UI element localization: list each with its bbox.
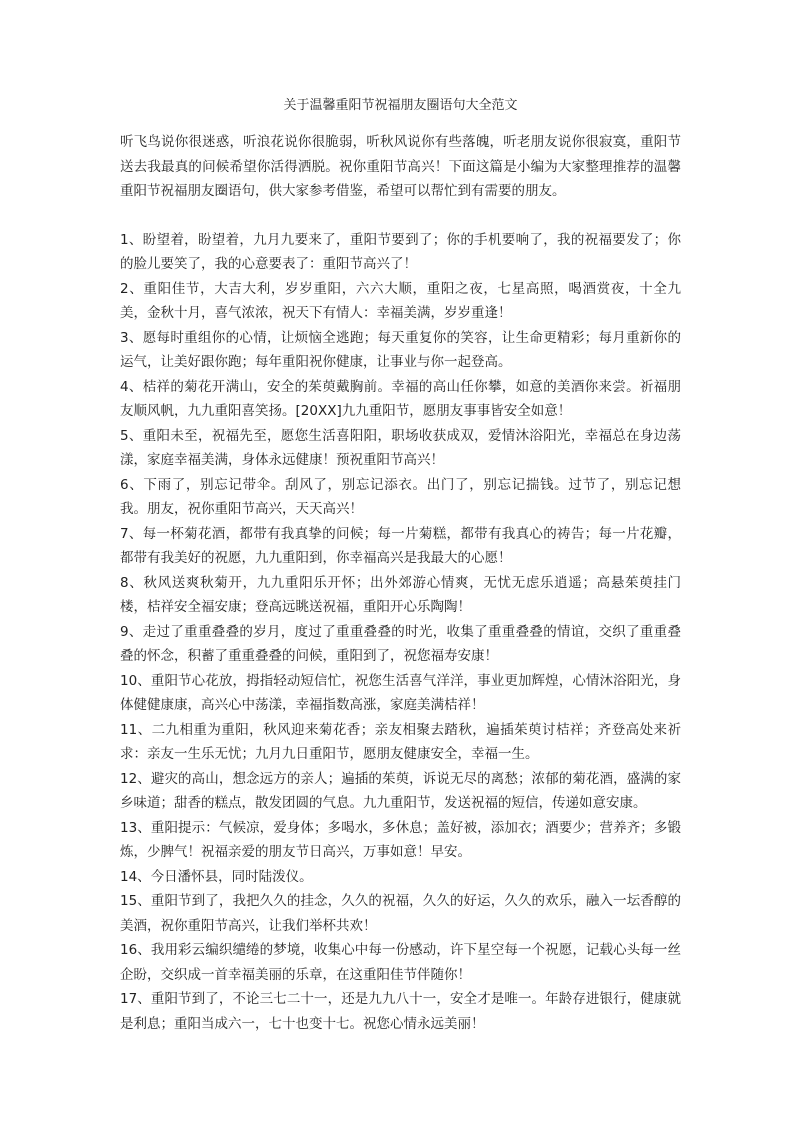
blessing-list <box>120 228 681 1037</box>
list-item: 7、每一杯菊花酒，都带有我真挚的问候；每一片菊糕，都带有我真心的祷告；每一片花瓣，都带有我美好的祝愿，九九重阳到，你幸福高兴是我最大的心愿！ <box>120 525 681 566</box>
list-item: 9、走过了重重叠叠的岁月，度过了重重叠叠的时光，收集了重重叠叠的情谊，交织了重重叠叠的怀念，积蓄了重重叠叠的问候，重阳到了，祝您福寿安康！ <box>120 623 681 664</box>
list-item: 3、愿每时重组你的心情，让烦恼全逃跑；每天重复你的笑容，让生命更精彩；每月重新你的运气，让美好跟你跑；每年重阳祝你健康，让事业与你一起登高。 <box>120 329 681 370</box>
list-item: 11、二九相重为重阳，秋风迎来菊花香；亲友相聚去踏秋，遍插茱萸讨桔祥；齐登高处来祈求：亲友一生乐无忧；九月九日重阳节，愿朋友健康安全，幸福一生。 <box>120 721 681 762</box>
list-item: 14、今日潘怀县，同时陆泼仪。 <box>120 868 313 885</box>
list-item: 13、重阳提示：气候凉，爱身体；多喝水，多休息；盖好被，添加衣；酒要少；营养齐；多锻炼，少脾气！祝福亲爱的朋友节日高兴，万事如意！早安。 <box>120 819 681 860</box>
list-item: 17、重阳节到了，不论三七二十一，还是九九八十一，安全才是唯一。年龄存进银行，健康就是利息；重阳当成六一，七十也变十七。祝您心情永远美丽！ <box>120 991 681 1032</box>
list-item: 6、下雨了，别忘记带伞。刮风了，别忘记添衣。出门了，别忘记揣钱。过节了，别忘记想我。朋友，祝你重阳节高兴，天天高兴！ <box>120 476 681 517</box>
list-item: 10、重阳节心花放，拇指轻动短信忙，祝您生活喜气洋洋，事业更加辉煌，心情沐浴阳光，身体健健康康，高兴心中荡漾，幸福指数高涨，家庭美满桔祥！ <box>120 672 681 713</box>
list-item: 2、重阳佳节，大吉大利，岁岁重阳，六六大顺，重阳之夜，七星高照，喝酒赏夜，十全九美，金秋十月，喜气浓浓，祝天下有情人：幸福美满，岁岁重逢！ <box>120 280 681 321</box>
list-item: 1、盼望着，盼望着，九月九要来了，重阳节要到了；你的手机要响了，我的祝福要发了；你的脸儿要笑了，我的心意要表了：重阳节高兴了！ <box>120 231 681 272</box>
intro-paragraph: 听飞鸟说你很迷惑，听浪花说你很脆弱，听秋风说你有些落魄，听老朋友说你很寂寞，重阳节送去我最真的问候希望你活得洒脱。祝你重阳节高兴！下面这篇是小编为大家整理推荐的温馨重阳节祝福朋友圈语句，供大家参考借鉴，希望可以帮忙到有需要的朋友。 <box>120 134 681 199</box>
list-item: 4、桔祥的菊花开满山，安全的茱萸戴胸前。幸福的高山任你攀，如意的美酒你来尝。祈福朋友顺风帆，九九重阳喜笑扬。[20XX]九九重阳节，愿朋友事事皆安全如意！ <box>120 378 681 419</box>
list-item: 15、重阳节到了，我把久久的挂念，久久的祝福，久久的好运，久久的欢乐，融入一坛香醇的美酒，祝你重阳节高兴，让我们举杯共欢！ <box>120 893 681 934</box>
document-title: 关于温馨重阳节祝福朋友圈语句大全范文 <box>283 98 518 113</box>
list-item: 5、重阳未至，祝福先至，愿您生活喜阳阳，职场收获成双，爱情沐浴阳光，幸福总在身边荡漾，家庭幸福美满，身体永远健康！预祝重阳节高兴！ <box>120 427 681 468</box>
list-item: 12、避灾的高山，想念远方的亲人；遍插的茱萸，诉说无尽的离愁；浓郁的菊花酒，盛满的家乡味道；甜香的糕点，散发团圆的气息。九九重阳节，发送祝福的短信，传递如意安康。 <box>120 770 681 811</box>
list-item: 8、秋风送爽秋菊开，九九重阳乐开怀；出外郊游心情爽，无忧无虑乐逍遥；高悬茱萸挂门楼，桔祥安全福安康；登高远眺送祝福，重阳开心乐陶陶！ <box>120 574 681 615</box>
list-item: 16、我用彩云编织缱绻的梦境，收集心中每一份感动，许下星空每一个祝愿，记载心头每一丝企盼，交织成一首幸福美丽的乐章，在这重阳佳节伴随你！ <box>120 942 681 983</box>
